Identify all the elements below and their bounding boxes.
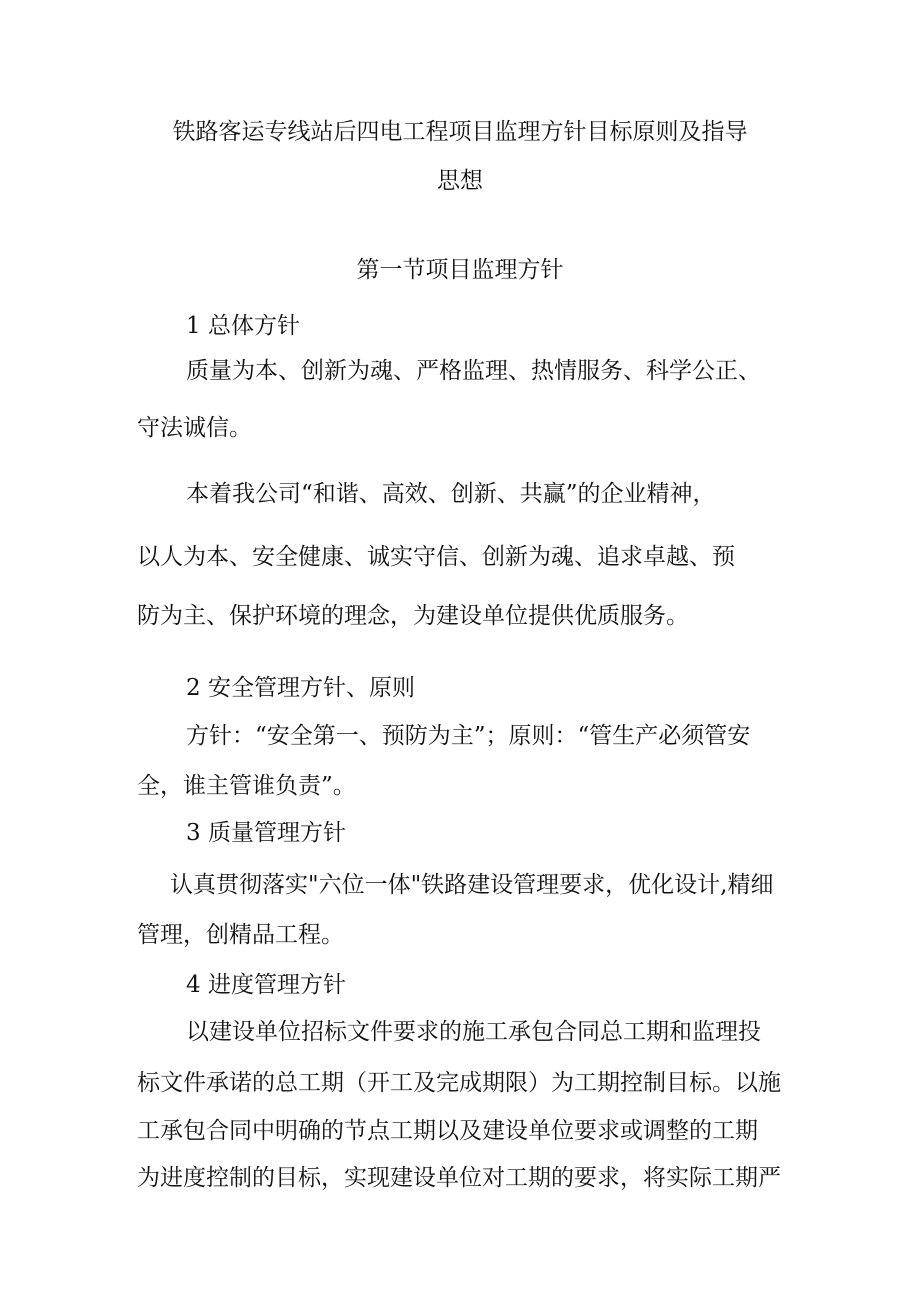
paragraph-line: 本着我公司“和谐、高效、创新、共赢”的企业精神， [186, 481, 716, 507]
paragraph-line: 标文件承诺的总工期（开工及完成期限）为工期控制目标。以施 [137, 1070, 781, 1096]
paragraph-line: 以人为本、安全健康、诚实守信、创新为魂、追求卓越、预 [137, 544, 735, 570]
paragraph-line: 认真贯彻落实"六位一体"铁路建设管理要求，优化设计,精细 [170, 872, 774, 898]
paragraph-line: 工承包合同中明确的节点工期以及建设单位要求或调整的工期 [137, 1118, 758, 1144]
paragraph-line: 为进度控制的目标，实现建设单位对工期的要求，将实际工期严 [137, 1165, 781, 1191]
paragraph-line: 以建设单位招标文件要求的施工承包合同总工期和监理投 [186, 1019, 761, 1045]
paragraph-line: 防为主、保护环境的理念，为建设单位提供优质服务。 [137, 603, 689, 629]
subsection-heading-1: 1 总体方针 [186, 313, 300, 339]
document-title-line-2: 思想 [437, 168, 483, 194]
subsection-heading-3: 3 质量管理方针 [186, 820, 346, 846]
subsection-heading-4: 4 进度管理方针 [186, 972, 346, 998]
paragraph-line: 全，谁主管谁负责”。 [137, 773, 356, 799]
paragraph-line: 守法诚信。 [137, 415, 252, 441]
paragraph-line: 方针：“安全第一、预防为主”；原则：“管生产必须管安 [186, 723, 751, 749]
paragraph-line: 管理，创精品工程。 [137, 922, 344, 948]
paragraph-line: 质量为本、创新为魂、严格监理、热情服务、科学公正、 [186, 358, 761, 384]
subsection-heading-2: 2 安全管理方针、原则 [186, 675, 415, 701]
section-heading: 第一节项目监理方针 [356, 257, 564, 283]
document-title-line-1: 铁路客运专线站后四电工程项目监理方针目标原则及指导 [172, 119, 748, 145]
